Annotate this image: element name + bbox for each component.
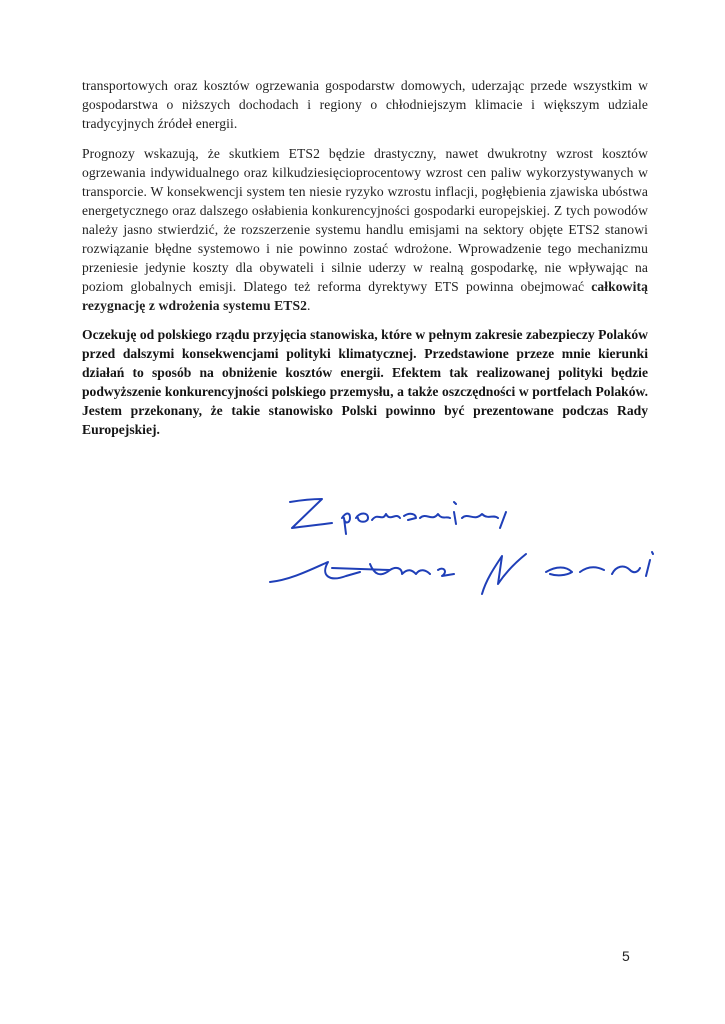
paragraph-2-end: . (307, 298, 311, 313)
paragraph-3-bold: Oczekuję od polskiego rządu przyjęcia stanowiska, które w pełnym zakresie zabezpieczy Polaków przed dalszymi konsekwencjami polityki klimatycznej. Przedstawione przeze mnie kierunki działań to sposób na obniżenie kosztów energii. Efektem tak realizowanej polityki będzie podwyższenie konkurencyjności polskiego przemysłu, a także oszczędności w portfelach Polaków. Jestem przekonany, że takie stanowisko Polski powinno być prezentowane podczas Rady Europejskiej. (82, 327, 648, 437)
page-number: 5 (622, 948, 630, 964)
paragraph-1: transportowych oraz kosztów ogrzewania gospodarstw domowych, uderzając przede wszystkim w gospodarstwa o niższych dochodach i regiony o chłodniejszym klimacie i większym udziale tradycyjnych źródeł energii. (82, 78, 648, 131)
signature-stroke-closing (342, 502, 506, 534)
paragraph-2-emphasis: całkowitą rezygnację z wdrożenia systemu ETS2 (82, 279, 648, 313)
signature-stroke-surname (482, 552, 653, 594)
handwritten-signature (250, 490, 670, 610)
paragraph-2 (82, 144, 648, 315)
signature-stroke-z (290, 499, 332, 528)
paragraph-2-text: Prognozy wskazują, że skutkiem ETS2 będzie drastyczny, nawet dwukrotny wzrost kosztów ogrzewania indywidualnego oraz kilkudziesięcioprocentowy wzrost cen paliw wykorzystywanych w transporcie. W konsekwencji system ten niesie ryzyko wzrostu inflacji, pogłębienia zjawiska ubóstwa energetycznego oraz dalszego osłabienia konkurencyjności gospodarki europejskiej. Z tych powodów należy jasno stwierdzić, że rozszerzenie systemu handlu emisjami na sektory objęte ETS2 stanowi rozwiązanie błędne systemowo i nie powinno zostać wdrożone. Wprowadzenie tego mechanizmu przeniesie jedynie koszty dla obywateli i silnie uderzy w realną gospodarkę, nie wpływając na poziom globalnych emisji. Dlatego też reforma dyrektywy ETS powinna obejmować (82, 146, 648, 294)
signature-stroke-firstname (270, 562, 454, 582)
